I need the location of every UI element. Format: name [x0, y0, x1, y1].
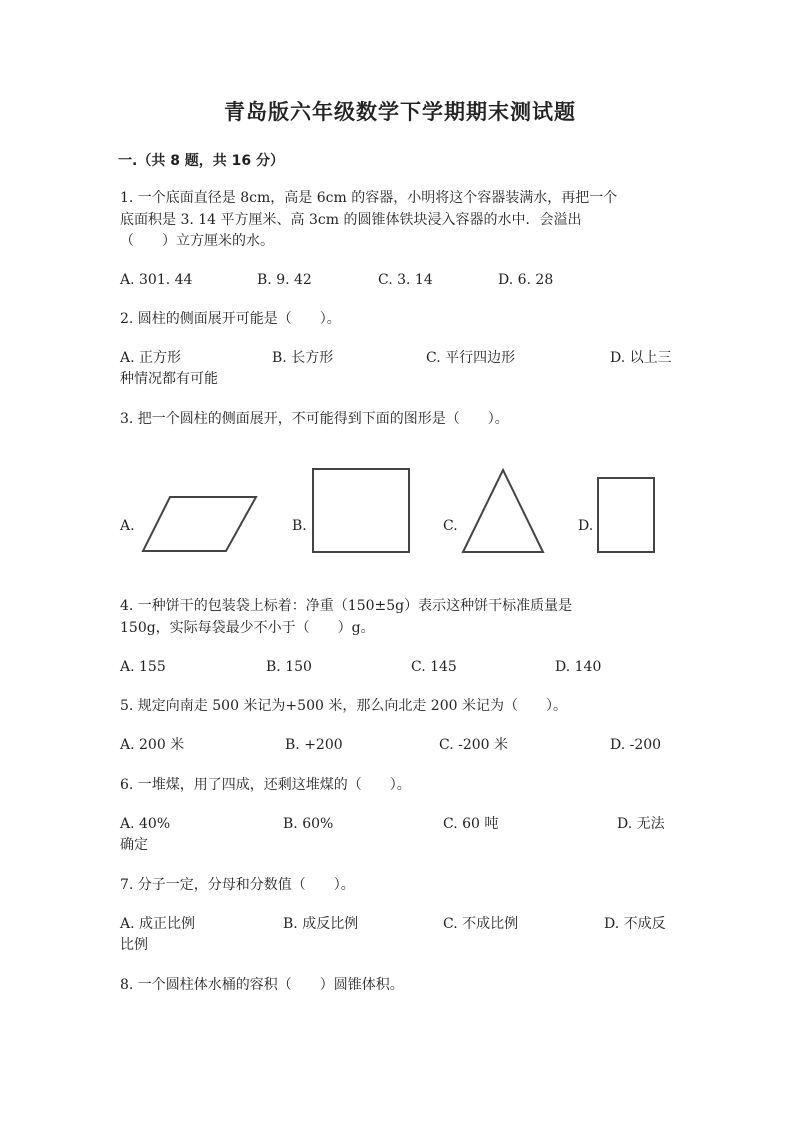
question-6-option-d[interactable]: D. 无法 [617, 816, 665, 832]
question-3-label-d[interactable]: D. [578, 518, 594, 534]
question-4-option-b[interactable]: B. 150 [266, 659, 312, 675]
question-1-option-b[interactable]: B. 9. 42 [257, 272, 312, 288]
question-1-option-c[interactable]: C. 3. 14 [378, 272, 433, 288]
section-header: 一.（共 8 题，共 16 分） [118, 153, 285, 169]
question-7-line-1: 7. 分子一定，分母和分数值（ ）。 [120, 877, 355, 893]
question-2-option-d[interactable]: D. 以上三 [610, 350, 672, 366]
question-6-option-d-wrap: 确定 [120, 837, 148, 853]
triangle-icon [460, 467, 546, 555]
question-1-line-1: 1. 一个底面直径是 8cm，高是 6cm 的容器，小明将这个容器装满水，再把一个 [120, 190, 618, 206]
question-4-option-c[interactable]: C. 145 [411, 659, 457, 675]
question-1-line-3: （ ）立方厘米的水。 [120, 233, 274, 249]
question-7-option-d[interactable]: D. 不成反 [604, 916, 666, 932]
question-7-option-b[interactable]: B. 成反比例 [283, 916, 359, 932]
question-8-line-1: 8. 一个圆柱体水桶的容积（ ）圆锥体积。 [120, 977, 404, 993]
question-3-line-1: 3. 把一个圆柱的侧面展开，不可能得到下面的图形是（ ）。 [120, 411, 509, 427]
question-7-option-a[interactable]: A. 成正比例 [120, 916, 196, 932]
question-1-line-2: 底面积是 3. 14 平方厘米、高 3cm 的圆锥体铁块浸入容器的水中．会溢出 [120, 212, 582, 228]
question-7-option-d-wrap: 比例 [120, 937, 148, 953]
question-3-label-b[interactable]: B. [292, 518, 307, 534]
question-4-option-d[interactable]: D. 140 [555, 659, 602, 675]
question-6-option-b[interactable]: B. 60% [283, 816, 334, 832]
question-4-option-a[interactable]: A. 155 [120, 659, 166, 675]
question-2-option-c[interactable]: C. 平行四边形 [426, 350, 516, 366]
question-2-option-a[interactable]: A. 正方形 [120, 350, 182, 366]
question-3-label-c[interactable]: C. [443, 518, 458, 534]
question-5-line-1: 5. 规定向南走 500 米记为+500 米，那么向北走 200 米记为（ ）。 [120, 698, 567, 714]
question-4-line-1: 4. 一种饼干的包装袋上标着：净重（150±5g）表示这种饼干标准质量是 [120, 598, 573, 614]
question-6-option-c[interactable]: C. 60 吨 [443, 816, 499, 832]
question-4-line-2: 150g，实际每袋最少不小于（ ）g。 [120, 620, 375, 636]
question-2-line-1: 2. 圆柱的侧面展开可能是（ ）。 [120, 311, 341, 327]
question-2-option-b[interactable]: B. 长方形 [272, 350, 334, 366]
question-2-option-d-wrap: 种情况都有可能 [120, 371, 218, 387]
rectangle-icon [596, 476, 656, 554]
square-icon [311, 467, 411, 554]
question-5-option-c[interactable]: C. -200 米 [439, 737, 509, 753]
question-5-option-a[interactable]: A. 200 米 [120, 737, 185, 753]
parallelogram-icon [140, 494, 260, 554]
question-5-option-d[interactable]: D. -200 [610, 737, 662, 753]
question-1-option-d[interactable]: D. 6. 28 [498, 272, 554, 288]
question-7-option-c[interactable]: C. 不成比例 [443, 916, 519, 932]
question-5-option-b[interactable]: B. +200 [285, 737, 343, 753]
question-6-option-a[interactable]: A. 40% [120, 816, 171, 832]
page-title: 青岛版六年级数学下学期期末测试题 [224, 100, 576, 124]
question-3-label-a[interactable]: A. [120, 518, 135, 534]
question-6-line-1: 6. 一堆煤，用了四成，还剩这堆煤的（ ）。 [120, 777, 411, 793]
question-1-option-a[interactable]: A. 301. 44 [120, 272, 193, 288]
